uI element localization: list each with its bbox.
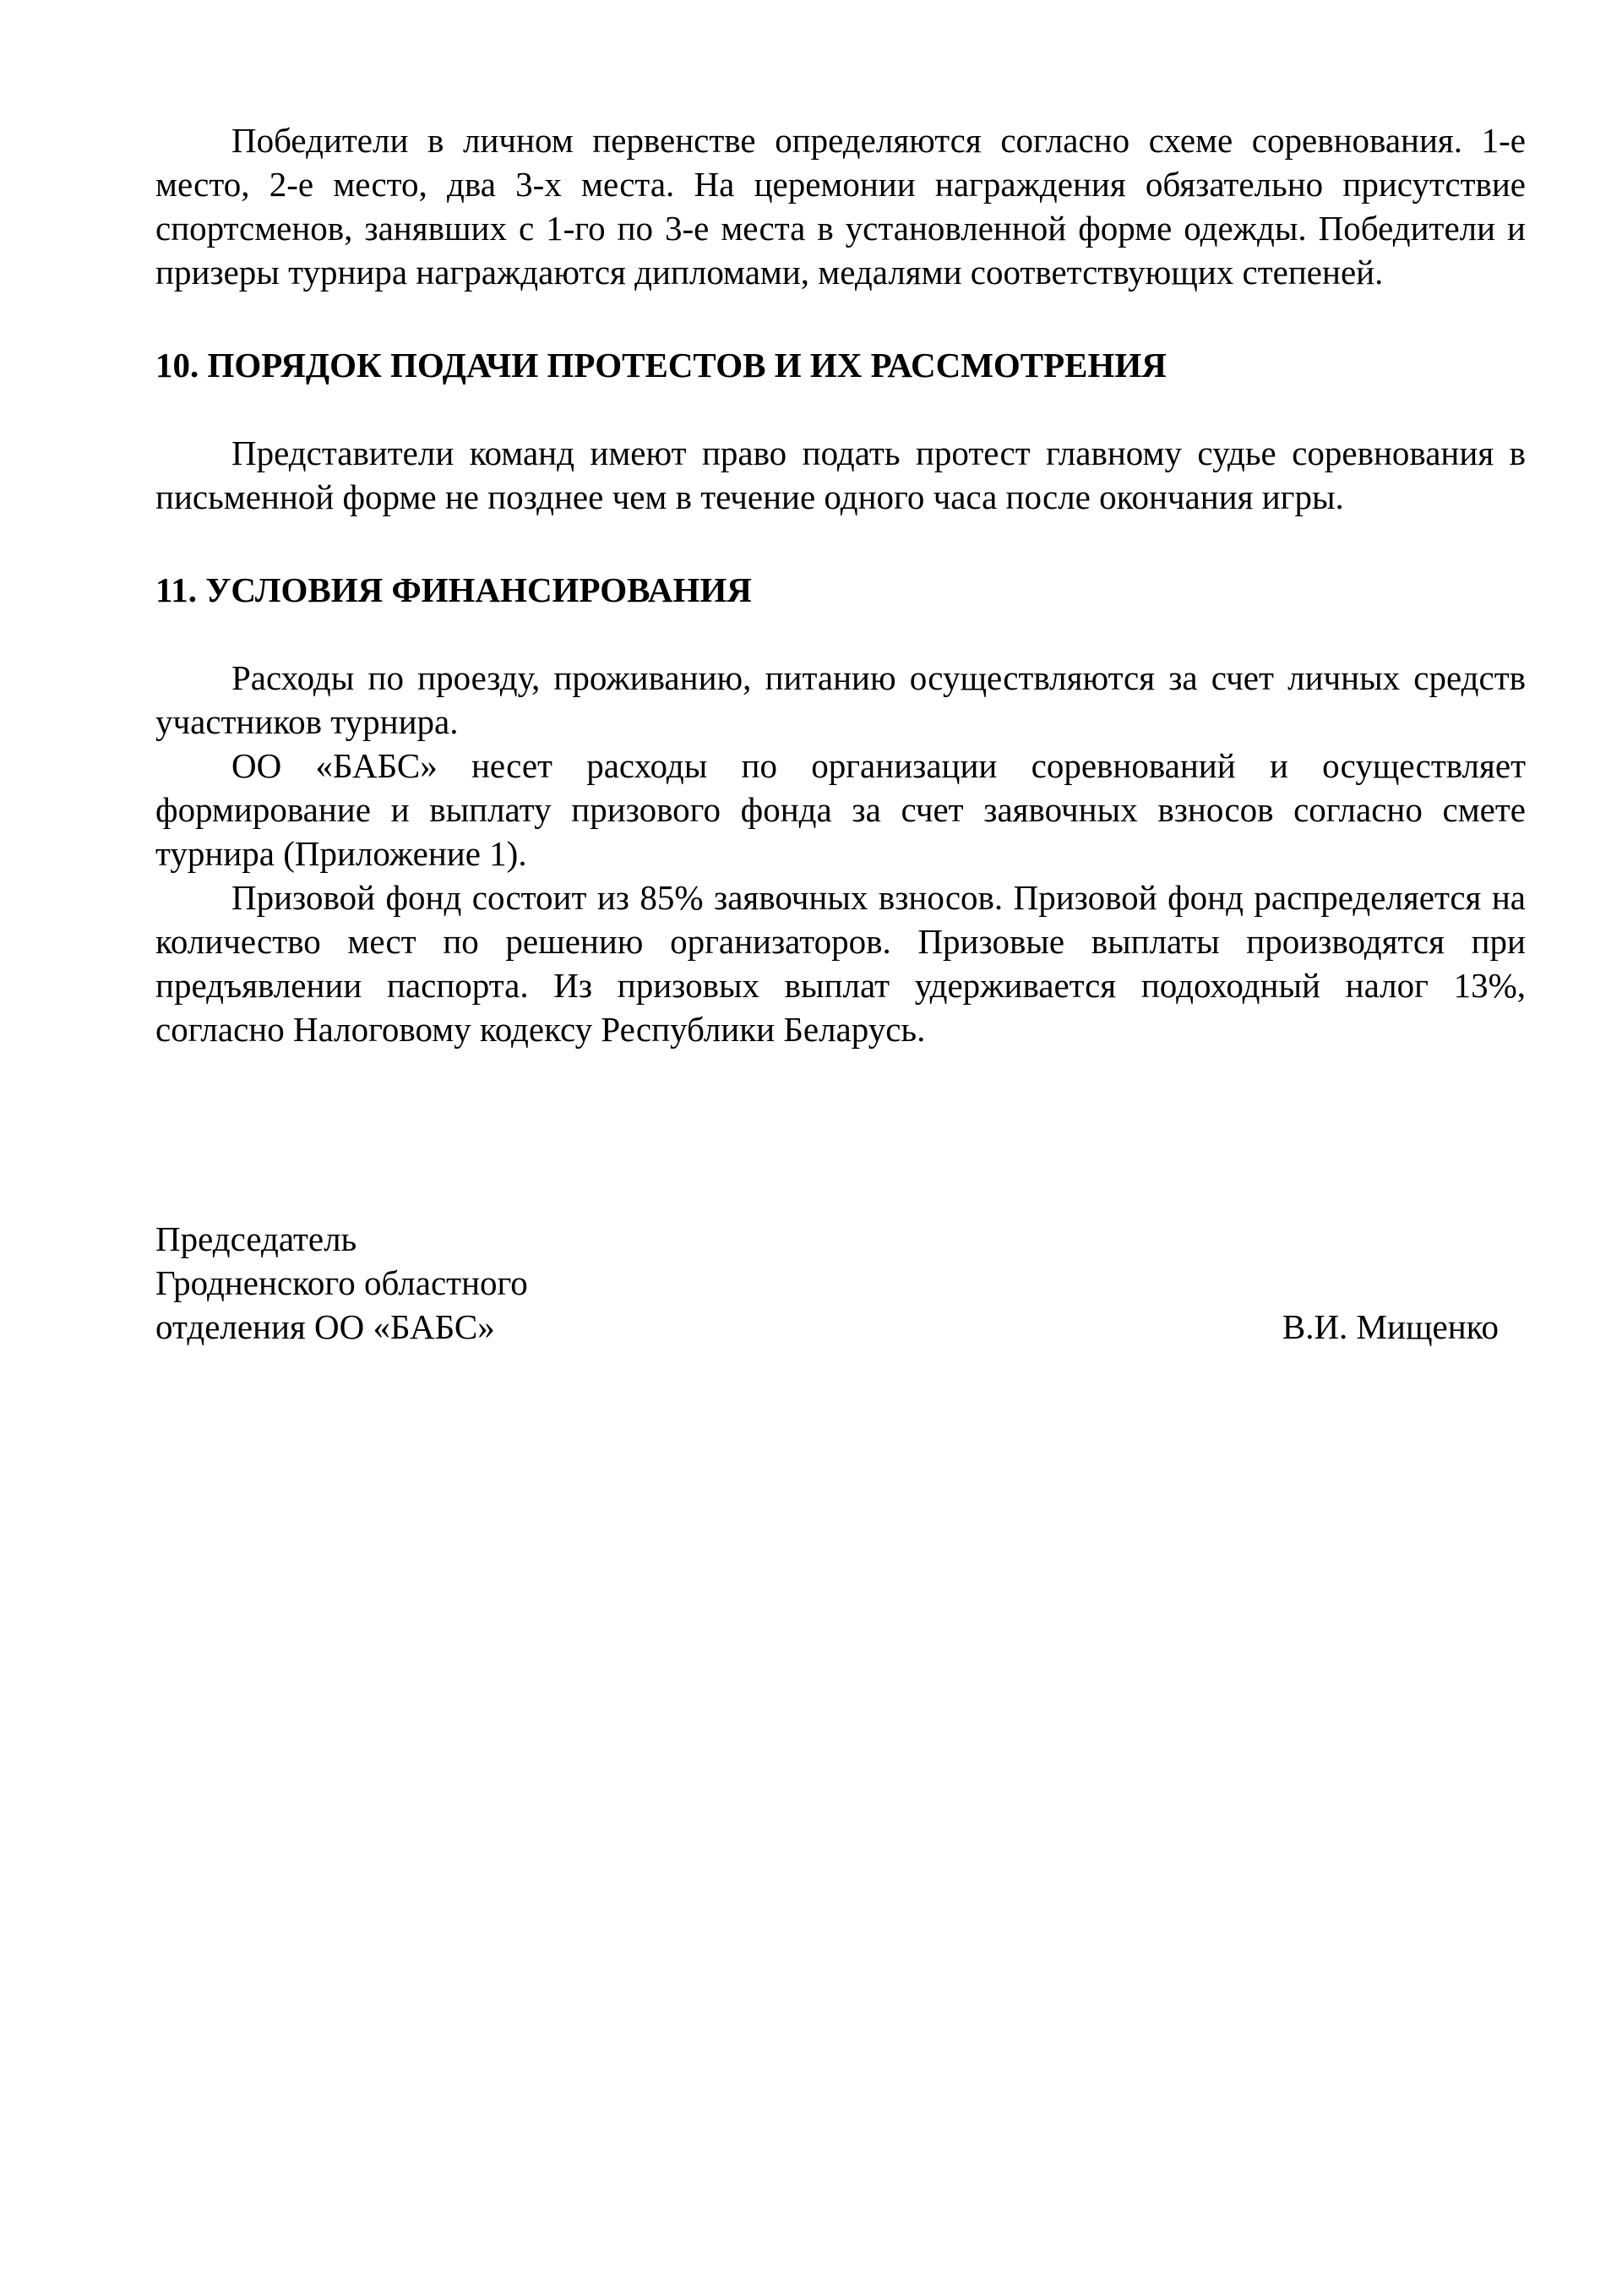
section-10-heading: 10. ПОРЯДОК ПОДАЧИ ПРОТЕСТОВ И ИХ РАССМОТРЕНИЯ [155,346,1167,384]
financing-paragraph-3: Призовой фонд состоит из 85% заявочных взносов. Призовой фонд распределяется на количество мест по решению организаторов. Призовые выплаты производятся при предъявлении паспорта. Из призовых выплат удерживается подоходный налог 13%, согласно Налоговому кодексу Республики Беларусь. [155,878,1526,1049]
signature-row [155,1305,1499,1349]
signature-title-line-2: Гродненского областного [155,1263,528,1302]
signature-title-line-1: Председатель [155,1219,357,1258]
signature-title-line-3: отделения ОО «БАБС» [155,1307,495,1346]
financing-paragraph-1: Расходы по проезду, проживанию, питанию осуществляются за счет личных средств участников турнира. [155,658,1526,741]
document-page [155,118,1526,1051]
awards-paragraph: Победители в личном первенстве определяются согласно схеме соревнования. 1-е место, 2-е место, два 3-х места. На церемонии награждения обязательно присутствие спортсменов, занявших с 1-го по 3-е места в установленной форме одежды. Победители и призеры турнира награждаются дипломами, медалями соответствующих степеней. [155,121,1526,292]
protests-paragraph: Представители команд имеют право подать протест главному судье соревнования в письменной форме не позднее чем в течение одного часа после окончания игры. [155,434,1526,516]
signature-block [155,1217,1499,1349]
financing-paragraph-2: ОО «БАБС» несет расходы по организации соревнований и осуществляет формирование и выплату призового фонда за счет заявочных взносов согласно смете турнира (Приложение 1). [155,746,1526,873]
section-11-heading: 11. УСЛОВИЯ ФИНАНСИРОВАНИЯ [155,570,752,609]
signatory-name: В.И. Мищенко [1282,1307,1499,1346]
